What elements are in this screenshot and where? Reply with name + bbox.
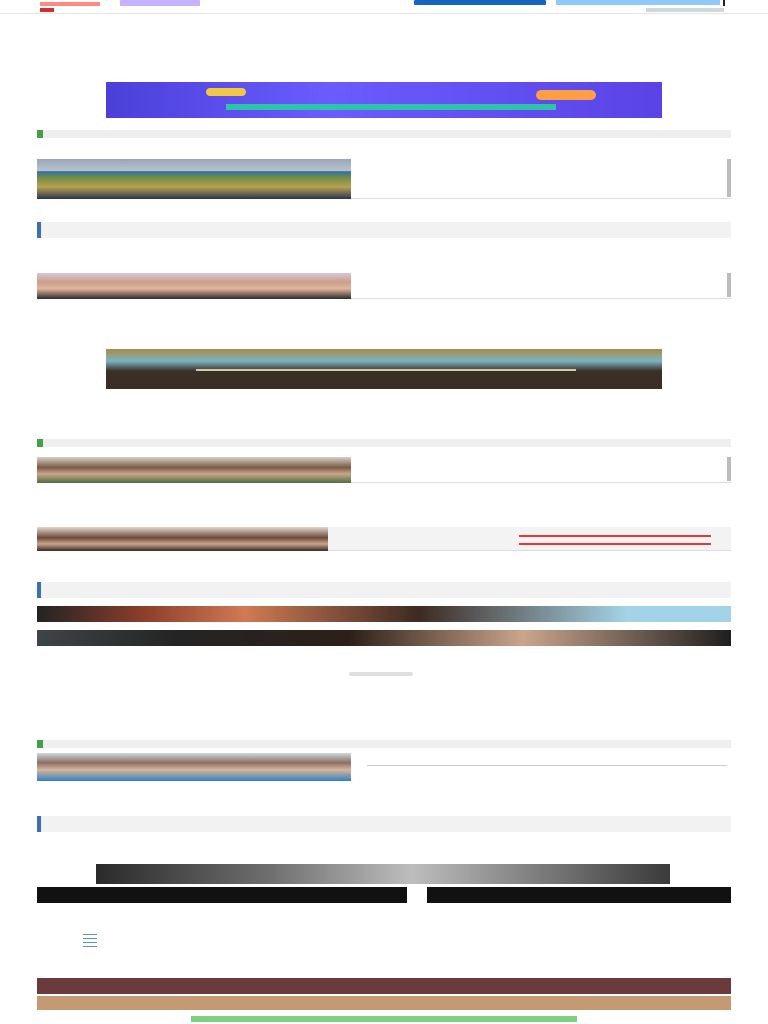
green-marker-icon [37,130,43,138]
footer-text [37,1015,177,1023]
related-articles-heading[interactable] [37,130,731,138]
header-sub-label [646,8,724,12]
card-edge [727,273,731,297]
video-thumbnail[interactable] [96,864,670,884]
paragraph [37,240,731,270]
video-thumbnail[interactable] [37,606,731,622]
promo-band[interactable] [37,996,731,1010]
related-heading-text [51,439,727,447]
quote-text [81,818,723,830]
related-articles-heading[interactable] [37,439,731,447]
paragraph [37,650,731,659]
video-thumbnail[interactable] [37,630,731,646]
menu-icon[interactable] [40,8,54,12]
paragraph [37,122,731,130]
paragraph [37,488,731,526]
related-thumbnail[interactable] [37,457,351,483]
video-player[interactable] [427,887,731,903]
video-player[interactable] [37,887,407,903]
quote-box [37,816,731,832]
paragraph [37,394,731,438]
related-heading-text [51,740,727,748]
paragraph [37,908,731,922]
related-title[interactable] [367,173,721,185]
related-thumbnail[interactable] [37,527,328,551]
green-marker-icon [37,740,43,748]
logo-graphic [120,0,200,6]
highlight-underline [519,535,711,537]
paragraph [37,140,731,158]
related-article-card[interactable] [37,273,731,299]
related-title[interactable] [367,457,721,466]
related-title[interactable] [367,285,721,294]
card-edge [727,457,731,481]
highlight-link[interactable] [519,543,711,545]
section-divider [349,672,413,676]
row-divider [367,765,727,766]
banner-decoration [206,88,246,96]
site-header [0,0,768,14]
paragraph [37,304,731,348]
related-article-card[interactable] [37,159,731,199]
site-logo[interactable] [40,2,100,6]
story-image[interactable] [106,349,662,389]
paragraph [37,836,731,862]
cta-button[interactable] [191,1016,577,1022]
image-line [196,369,576,371]
related-title[interactable] [367,469,721,478]
related-thumbnail[interactable] [37,273,351,299]
quote-text [81,224,723,236]
quote-text [81,584,723,596]
paragraph [37,206,731,222]
quote-box [37,222,731,238]
related-articles-heading[interactable] [37,740,731,748]
article-body [37,16,731,1024]
banner-stripe [226,104,556,110]
nav-strip[interactable] [556,0,720,5]
paragraph [37,556,731,580]
related-thumbnail[interactable] [37,753,351,781]
paragraph [37,686,731,738]
quote-box [37,582,731,598]
banner-image[interactable] [106,82,662,118]
related-thumbnail[interactable] [37,159,351,199]
related-title[interactable] [367,159,721,171]
nav-button[interactable] [414,0,546,5]
promo-band[interactable] [37,978,731,994]
related-title[interactable] [367,753,721,762]
paragraph [37,30,731,84]
list-icon [83,934,97,950]
paragraph [37,788,731,810]
card-edge [727,159,731,197]
banner-decoration [536,90,596,100]
related-heading-text [51,130,727,138]
related-title[interactable] [367,273,721,282]
header-divider [723,0,725,6]
green-marker-icon [37,439,43,447]
related-article-card[interactable] [37,527,731,551]
related-article-card[interactable] [37,753,731,781]
related-article-card[interactable] [37,457,731,483]
article-headline [37,16,731,27]
